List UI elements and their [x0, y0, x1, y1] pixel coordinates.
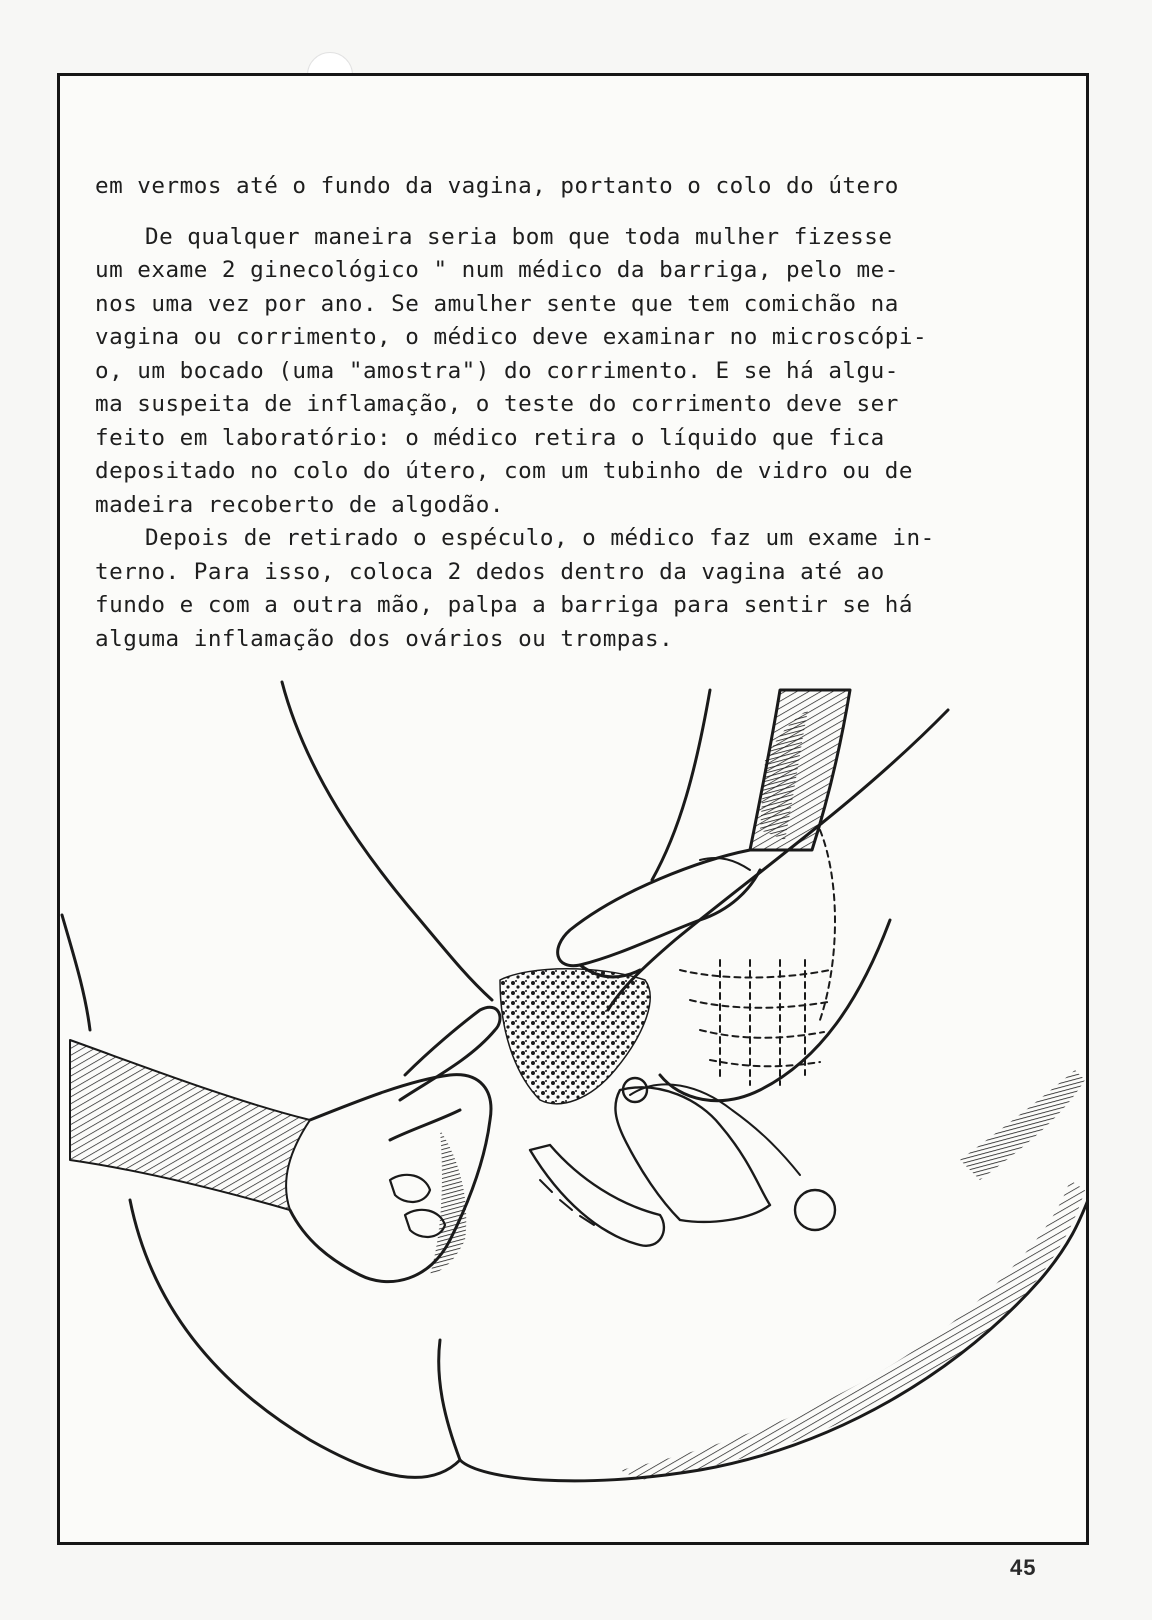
ovary-left — [623, 1078, 647, 1102]
text-line: depositado no colo do útero, com um tubinho de vidro ou de — [95, 458, 913, 484]
page-number: 45 — [1010, 1555, 1037, 1580]
text-line: o, um bocado (uma "amostra") do corrimento. E se há algu- — [95, 357, 899, 384]
abdomen-outline — [660, 920, 890, 1101]
paragraph-3 — [95, 522, 1085, 656]
finger-2 — [390, 1110, 460, 1140]
text-line: nos uma vez por ano. Se amulher sente que tem comichão na — [95, 290, 899, 317]
buttock-crease — [439, 1340, 460, 1460]
text-line: um exame 2 ginecológico " num médico da barriga, pelo me- — [95, 257, 899, 283]
internal-organ-dashes — [680, 830, 835, 1085]
pubic-hair — [500, 969, 650, 1104]
speculum-teeth — [540, 1180, 616, 1236]
examiner-lower-forearm — [70, 1040, 310, 1210]
text-line: De qualquer maneira seria bom que toda mulher fizesse — [145, 223, 893, 250]
buttock-left — [130, 1200, 460, 1477]
thigh-left-outline — [282, 682, 492, 1000]
text-line: ma suspeita de inflamação, o teste do corrimento deve ser — [95, 391, 899, 417]
text-line: terno. Para isso, coloca 2 dedos dentro da vagina até ao — [95, 558, 885, 585]
text-line: madeira recoberto de algodão. — [95, 491, 504, 518]
text-line: feito em laboratório: o médico retira o líquido que fica — [95, 424, 885, 451]
body-text — [95, 170, 1085, 656]
thigh-shading — [620, 1180, 1085, 1480]
paragraph-1 — [95, 170, 1085, 204]
paragraph-2 — [95, 221, 1085, 523]
text-line: vagina ou corrimento, o médico deve examinar no microscópi- — [95, 324, 928, 350]
uterus-outline — [615, 1087, 770, 1222]
hand-shading — [430, 1130, 466, 1275]
text-line: em vermos até o fundo da vagina, portanto o colo do útero — [95, 173, 899, 199]
left-edge-curve — [62, 915, 90, 1030]
fallopian-tube — [630, 1084, 800, 1175]
torso-line — [652, 690, 710, 880]
speculum — [530, 1145, 664, 1246]
medical-exam-illustration — [60, 680, 1088, 1542]
knuckle-1 — [390, 1175, 430, 1202]
text-line: alguma inflamação dos ovários ou trompas. — [95, 625, 674, 652]
ovary-right — [795, 1190, 835, 1230]
text-line: fundo e com a outra mão, palpa a barriga para sentir se há — [95, 592, 913, 618]
text-line: Depois de retirado o espéculo, o médico faz um exame in- — [145, 525, 935, 551]
thigh-shading-upper — [960, 1070, 1085, 1180]
